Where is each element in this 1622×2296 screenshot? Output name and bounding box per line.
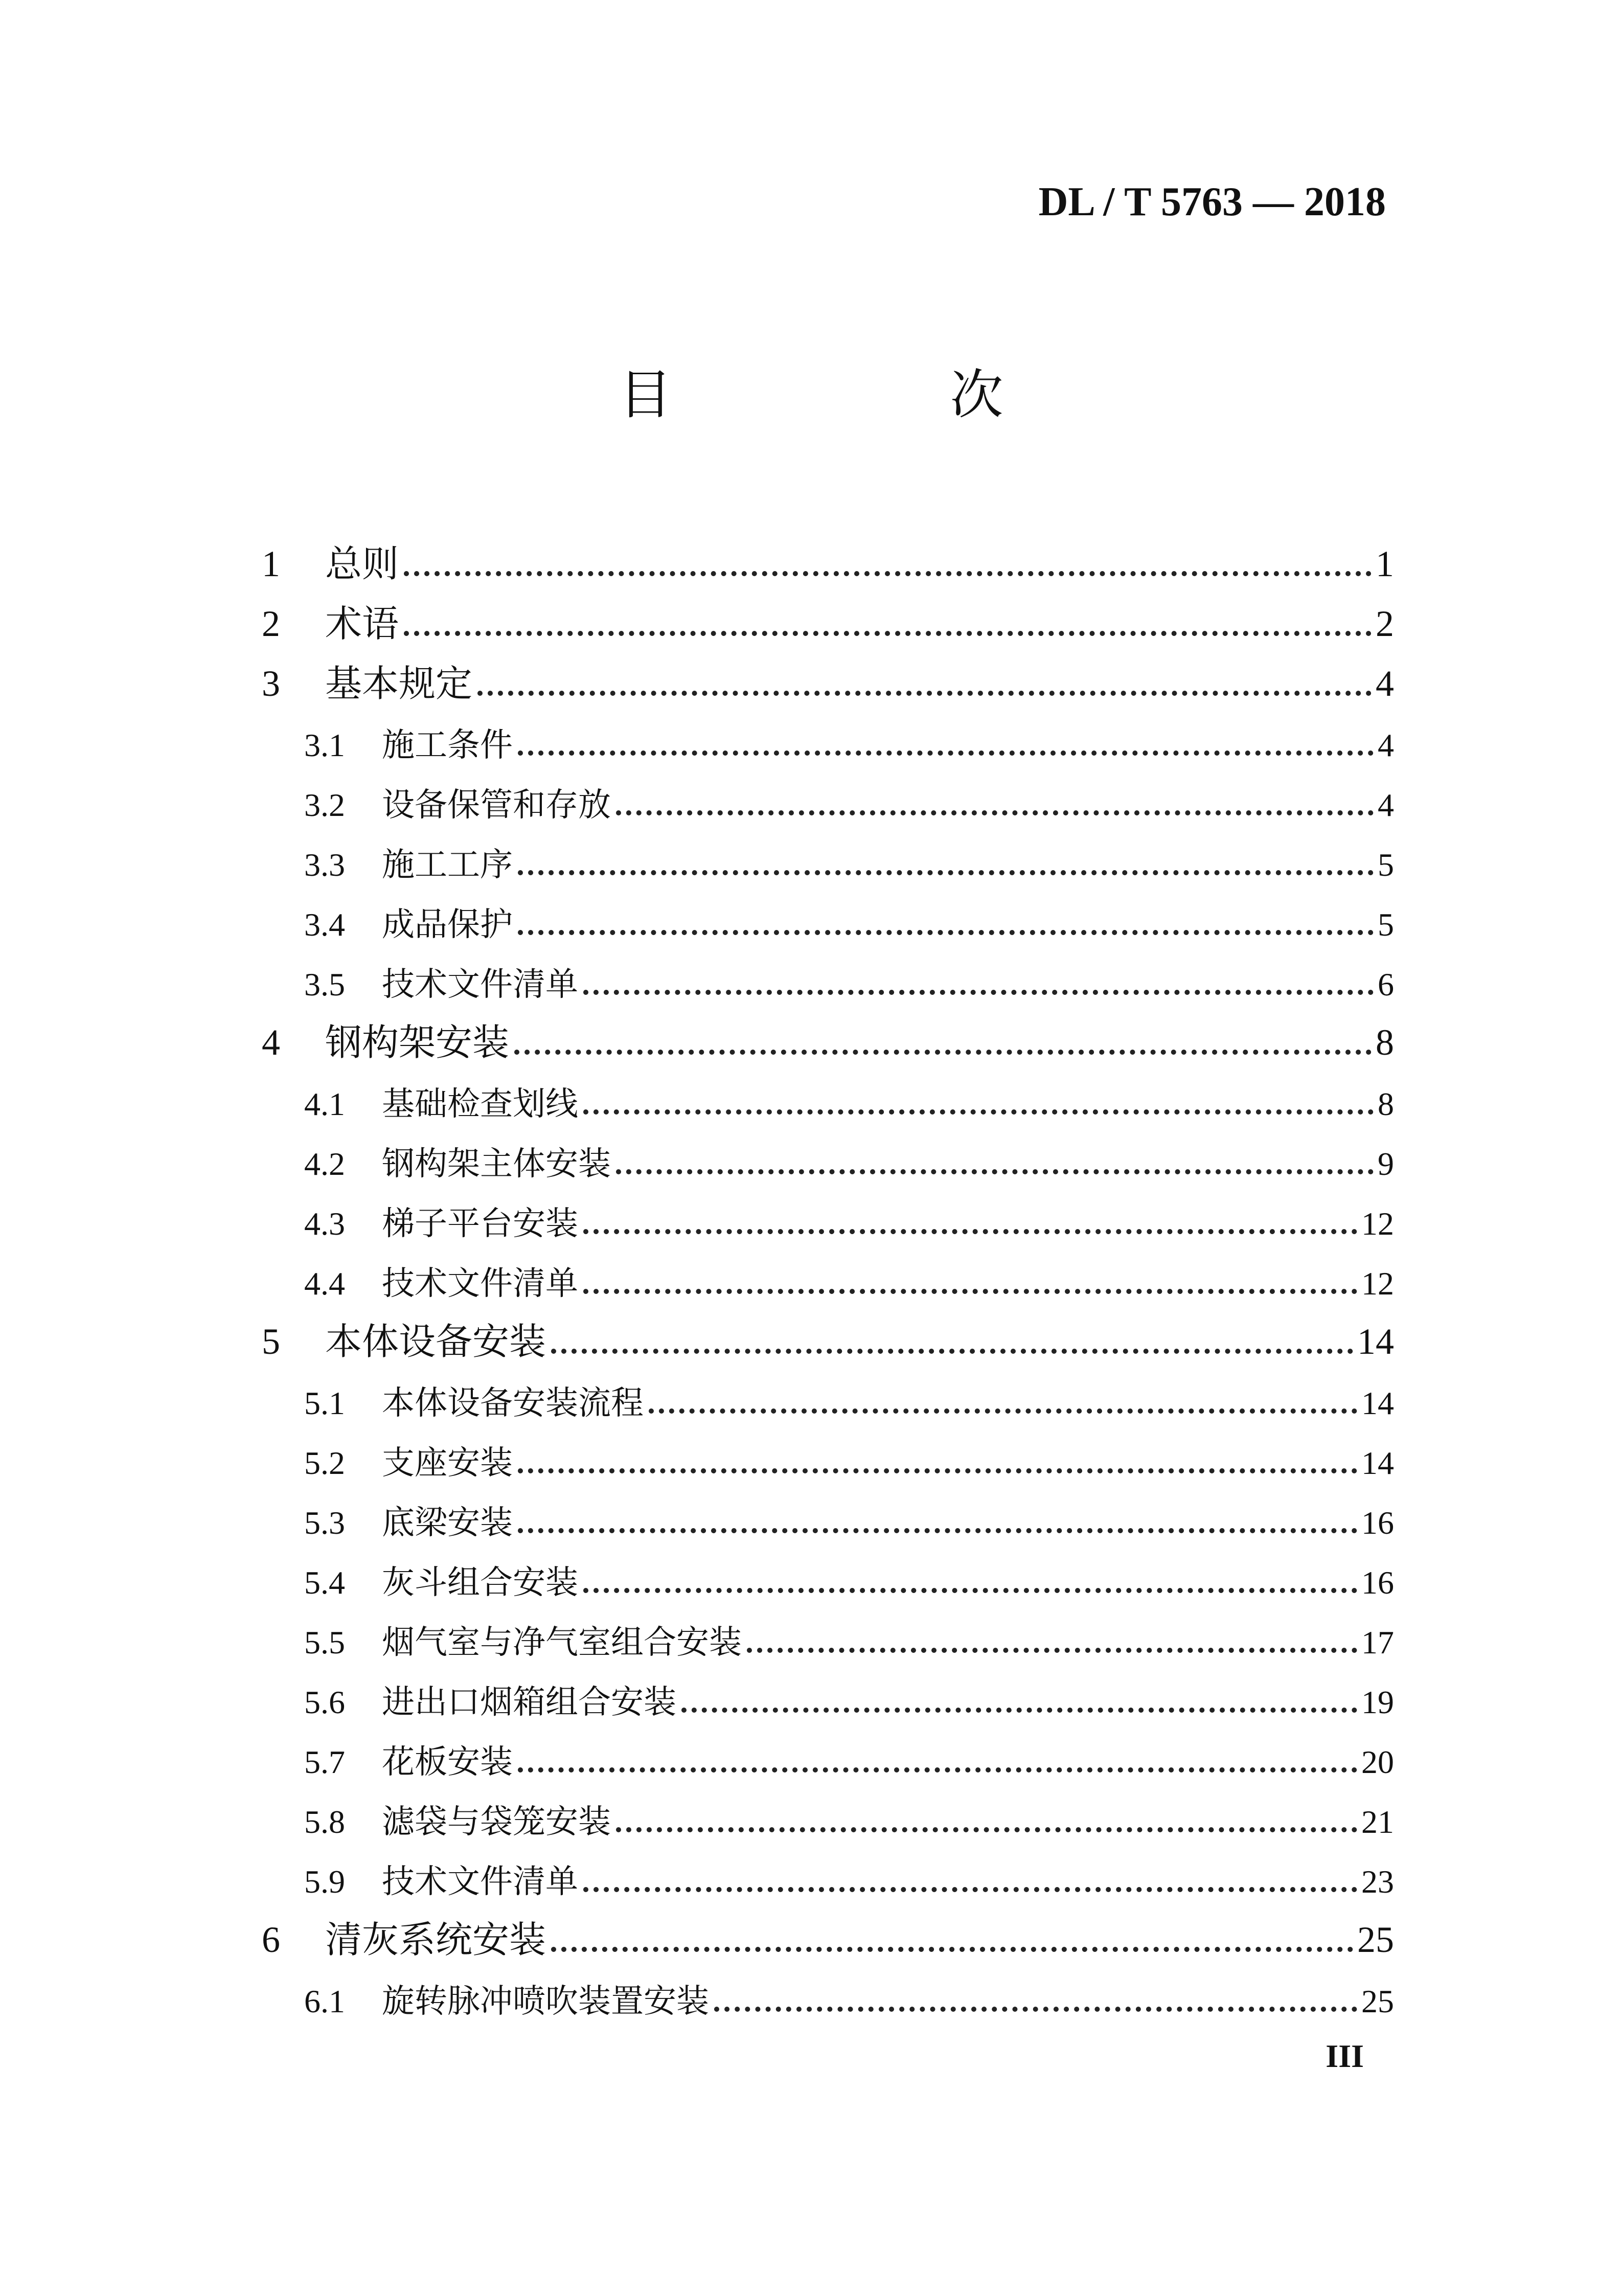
toc-section-entry[interactable]: [262, 1240, 1394, 1303]
dot-leader: [583, 990, 1374, 995]
toc-entry-number: 5.7: [304, 1744, 345, 1780]
dot-leader: [518, 930, 1374, 935]
toc-section-entry[interactable]: [262, 1420, 1394, 1480]
toc-entry-page: 16: [1361, 1564, 1394, 1601]
dot-leader: [551, 1349, 1353, 1354]
toc-entry-title: 基本规定: [325, 662, 473, 705]
toc-entry-number: 1: [262, 543, 280, 584]
toc-entry-page: 21: [1361, 1804, 1394, 1840]
dot-leader: [747, 1648, 1357, 1653]
dot-leader: [518, 1468, 1357, 1473]
toc-entry-page: 2: [1376, 603, 1394, 644]
toc-entry-page: 23: [1361, 1863, 1394, 1900]
toc-entry-page: 19: [1361, 1684, 1394, 1720]
dot-leader: [616, 810, 1374, 815]
toc-entry-number: 4.2: [304, 1146, 345, 1182]
toc-entry-page: 17: [1361, 1624, 1394, 1661]
toc-entry-title: 基础检查划线: [382, 1085, 578, 1123]
toc-section-entry[interactable]: [262, 1719, 1394, 1779]
toc-entry-page: 1: [1376, 543, 1394, 584]
toc-entry-page: 9: [1378, 1146, 1394, 1182]
toc-section-entry[interactable]: [262, 1779, 1394, 1841]
toc-section-entry[interactable]: [262, 1838, 1394, 1901]
toc-entry-page: 5: [1378, 847, 1394, 883]
toc-entry-number: 5.6: [304, 1684, 345, 1720]
toc-section-entry[interactable]: [262, 762, 1394, 822]
toc-entry-number: 3: [262, 663, 280, 704]
dot-leader: [477, 691, 1372, 696]
toc-entry-page: 14: [1361, 1445, 1394, 1481]
toc-section-entry[interactable]: [262, 1061, 1394, 1121]
toc-chapter-entry[interactable]: [262, 1898, 1394, 1961]
toc-title: 目 次: [619, 363, 1116, 426]
toc-entry-page: 20: [1361, 1744, 1394, 1780]
toc-entry-page: 14: [1357, 1321, 1394, 1362]
folio-page-number: III: [1326, 2038, 1364, 2074]
toc-entry-page: 4: [1376, 663, 1394, 704]
dot-leader: [518, 870, 1374, 875]
toc-entry-number: 5.1: [304, 1385, 345, 1421]
toc-entry-page: 6: [1378, 966, 1394, 1003]
toc-entry-number: 3.1: [304, 727, 345, 763]
toc-entry-page: 25: [1361, 1983, 1394, 2019]
dot-leader: [518, 751, 1374, 756]
toc-entry-title: 设备保管和存放: [382, 786, 611, 824]
dot-leader: [404, 571, 1372, 576]
toc-section-entry[interactable]: [262, 941, 1394, 1004]
dot-leader: [616, 1827, 1357, 1832]
toc-entry-number: 3.4: [304, 906, 345, 943]
toc-entry-number: 5.2: [304, 1445, 345, 1481]
toc-entry-number: 5.8: [304, 1804, 345, 1840]
toc-entry-page: 12: [1361, 1206, 1394, 1242]
toc-entry-title: 钢构架主体安装: [382, 1145, 611, 1183]
toc-entry-page: 8: [1378, 1086, 1394, 1122]
dot-leader: [681, 1708, 1357, 1713]
toc-entry-title: 技术文件清单: [382, 1265, 578, 1303]
toc-entry-page: 12: [1361, 1265, 1394, 1302]
toc-entry-title: 总则: [325, 542, 399, 585]
toc-entry-number: 3.2: [304, 787, 345, 823]
toc-entry-number: 2: [262, 603, 280, 644]
toc-chapter-entry[interactable]: [262, 1300, 1394, 1363]
toc-chapter-entry[interactable]: [262, 1001, 1394, 1064]
toc-entry-title: 进出口烟箱组合安装: [382, 1684, 676, 1721]
toc-entry-title: 底梁安装: [382, 1504, 513, 1542]
toc-section-entry[interactable]: [262, 1539, 1394, 1602]
dot-leader: [518, 1767, 1357, 1772]
toc-section-entry[interactable]: [262, 822, 1394, 884]
standard-code: DL / T 5763 — 2018: [1038, 179, 1386, 224]
toc-entry-number: 6.1: [304, 1983, 345, 2019]
dot-leader: [583, 1887, 1357, 1892]
toc-section-entry[interactable]: [262, 1360, 1394, 1420]
toc-entry-page: 4: [1378, 727, 1394, 763]
toc-entry-title: 术语: [325, 602, 399, 645]
toc-entry-page: 8: [1376, 1022, 1394, 1063]
dot-leader: [583, 1289, 1357, 1294]
toc-section-entry[interactable]: [262, 881, 1394, 944]
toc-section-entry[interactable]: [262, 1958, 1394, 2018]
toc-entry-number: 4.1: [304, 1086, 345, 1122]
toc-entry-page: 16: [1361, 1505, 1394, 1541]
toc-entry-title: 滤袋与袋笼安装: [382, 1803, 611, 1841]
toc-entry-title: 烟气室与净气室组合安装: [382, 1624, 742, 1662]
dot-leader: [514, 1050, 1372, 1055]
toc-entry-title: 成品保护: [382, 906, 513, 944]
toc-entry-title: 技术文件清单: [382, 1863, 578, 1901]
dot-leader: [583, 1588, 1357, 1593]
toc-entry-number: 5: [262, 1321, 280, 1362]
toc-entry-title: 清灰系统安装: [325, 1918, 546, 1961]
toc-chapter-entry[interactable]: [262, 522, 1394, 585]
toc-entry-title: 花板安装: [382, 1743, 513, 1781]
toc-chapter-entry[interactable]: [262, 582, 1394, 645]
toc-entry-page: 14: [1361, 1385, 1394, 1421]
toc-entry-page: 25: [1357, 1919, 1394, 1960]
dot-leader: [518, 1528, 1357, 1533]
toc-entry-title: 施工条件: [382, 726, 513, 764]
toc-entry-title: 灰斗组合安装: [382, 1564, 578, 1602]
toc-chapter-entry[interactable]: [262, 642, 1394, 705]
toc-entry-title: 旋转脉冲喷吹装置安装: [382, 1983, 709, 2020]
toc-entry-title: 本体设备安装: [325, 1320, 546, 1363]
toc-entry-number: 3.3: [304, 847, 345, 883]
toc-entry-number: 5.5: [304, 1624, 345, 1661]
table-of-contents: [262, 522, 1394, 2018]
toc-entry-number: 3.5: [304, 966, 345, 1003]
toc-entry-title: 施工工序: [382, 846, 513, 884]
toc-section-entry[interactable]: [262, 1480, 1394, 1542]
toc-entry-number: 4.3: [304, 1206, 345, 1242]
toc-entry-title: 技术文件清单: [382, 966, 578, 1004]
toc-entry-number: 5.3: [304, 1505, 345, 1541]
toc-entry-title: 梯子平台安装: [382, 1205, 578, 1243]
dot-leader: [714, 2007, 1357, 2012]
toc-entry-title: 钢构架安装: [325, 1021, 510, 1064]
toc-section-entry[interactable]: [262, 1599, 1394, 1662]
toc-entry-title: 本体设备安装流程: [382, 1384, 644, 1422]
toc-entry-number: 5.9: [304, 1863, 345, 1900]
toc-entry-page: 5: [1378, 906, 1394, 943]
toc-entry-number: 4: [262, 1022, 280, 1063]
toc-entry-number: 5.4: [304, 1564, 345, 1601]
dot-leader: [404, 631, 1372, 636]
dot-leader: [551, 1947, 1353, 1952]
toc-section-entry[interactable]: [262, 1180, 1394, 1243]
dot-leader: [583, 1229, 1357, 1234]
toc-entry-number: 4.4: [304, 1265, 345, 1302]
toc-entry-title: 支座安装: [382, 1444, 513, 1482]
toc-section-entry[interactable]: [262, 1659, 1394, 1719]
dot-leader: [616, 1169, 1374, 1174]
toc-section-entry[interactable]: [262, 1121, 1394, 1183]
toc-section-entry[interactable]: [262, 702, 1394, 762]
dot-leader: [583, 1109, 1374, 1115]
toc-entry-number: 6: [262, 1919, 280, 1960]
dot-leader: [649, 1408, 1357, 1414]
toc-entry-page: 4: [1378, 787, 1394, 823]
